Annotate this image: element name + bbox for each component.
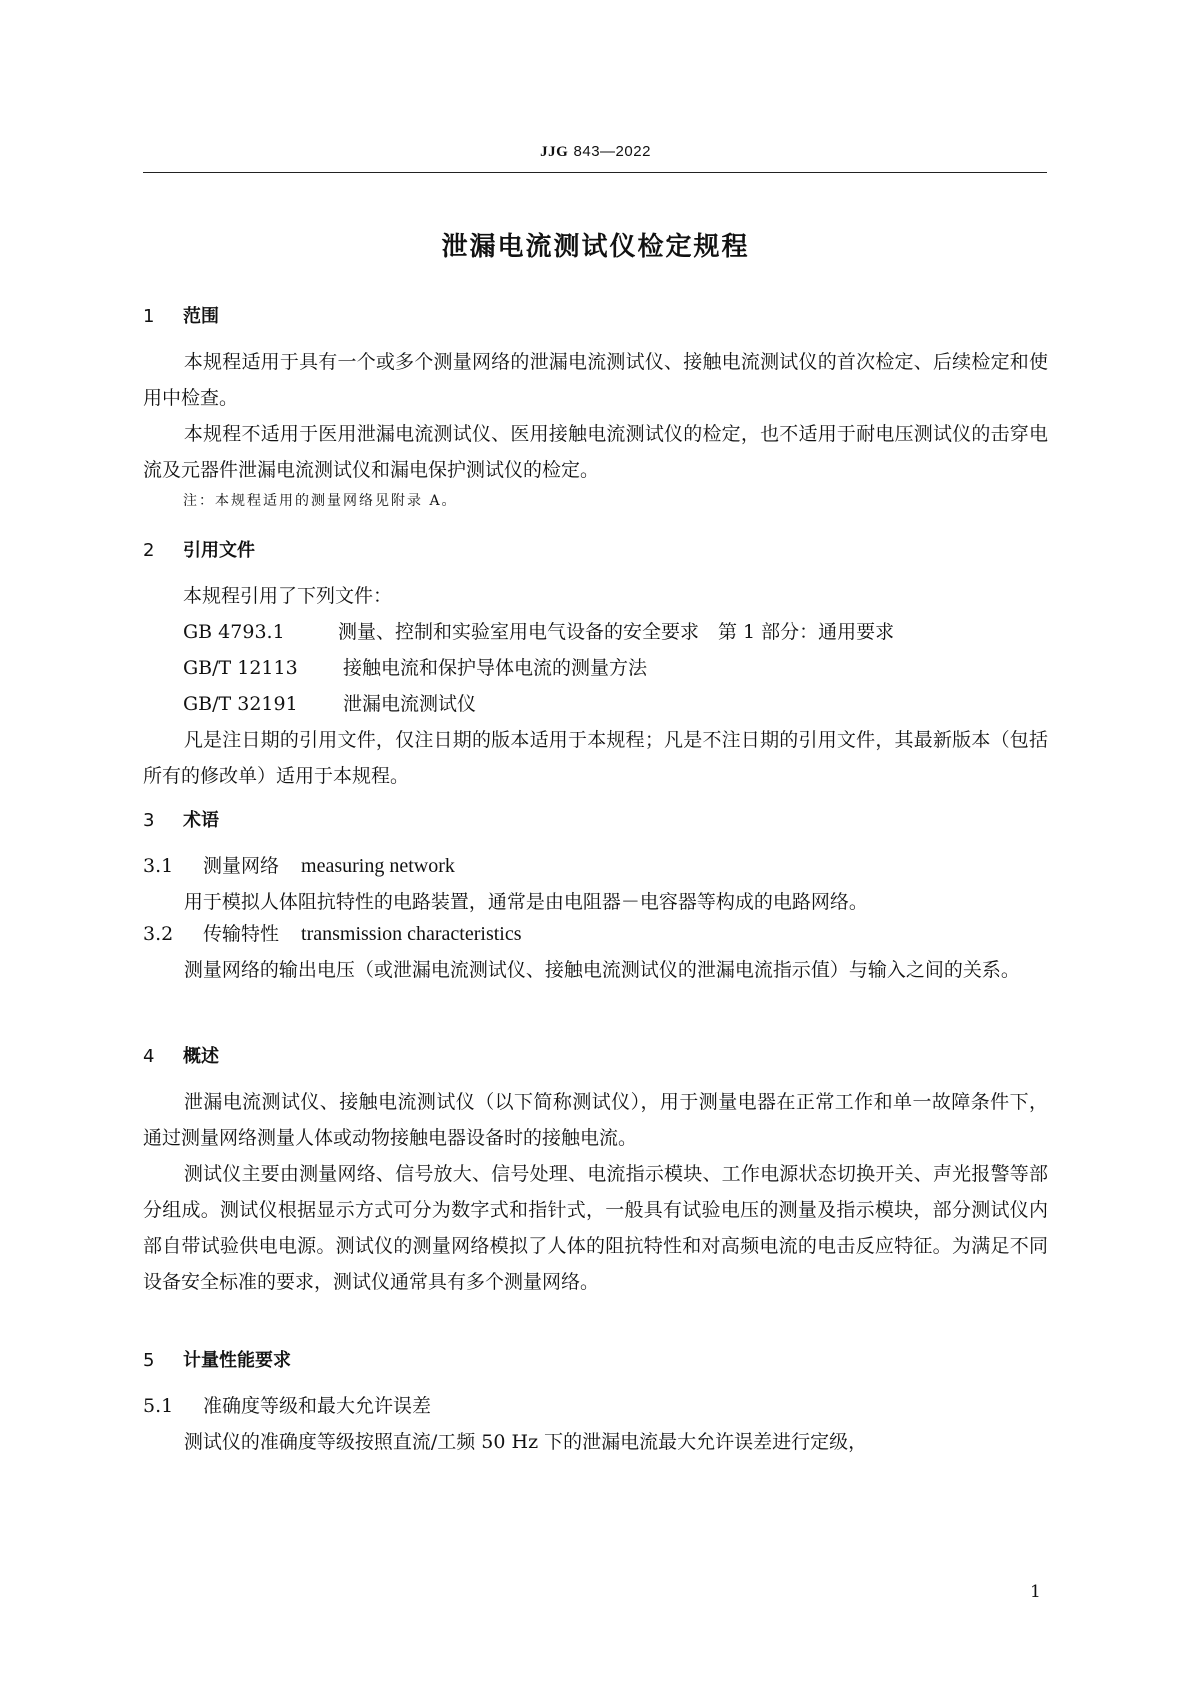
section-1-para-1: 本规程适用于具有一个或多个测量网络的泄漏电流测试仪、接触电流测试仪的首次检定、后续检定和使用中检查。 bbox=[143, 351, 1048, 409]
section-2-para: 凡是注日期的引用文件，仅注日期的版本适用于本规程；凡是不注日期的引用文件，其最新版本（包括所有的修改单）适用于本规程。 bbox=[143, 729, 1048, 787]
section-4-para-1: 泄漏电流测试仪、接触电流测试仪（以下简称测试仪），用于测量电器在正常工作和单一故障条件下，通过测量网络测量人体或动物接触电器设备时的接触电流。 bbox=[143, 1091, 1048, 1149]
section-title: 范围 bbox=[183, 306, 219, 327]
reference-item bbox=[143, 650, 1088, 686]
term-number: 3.2 bbox=[143, 923, 174, 945]
section-5-para: 测试仪的准确度等级按照直流/工频 50 Hz 下的泄漏电流最大允许误差进行定级， bbox=[183, 1431, 868, 1453]
section-number: 1 bbox=[143, 306, 155, 327]
term-number: 3.1 bbox=[143, 855, 174, 877]
reference-title: 泄漏电流测试仪 bbox=[343, 693, 477, 715]
term-3-1-definition: 用于模拟人体阻抗特性的电路装置，通常是由电阻器－电容器等构成的电路网络。 bbox=[183, 891, 868, 913]
standard-number: 843—2022 bbox=[573, 143, 651, 160]
reference-code: GB/T 12113 bbox=[183, 657, 298, 679]
term-3-1 bbox=[143, 848, 1048, 884]
term-en: measuring network bbox=[301, 855, 455, 877]
section-number: 2 bbox=[143, 540, 155, 561]
term-3-2-definition: 测量网络的输出电压（或泄漏电流测试仪、接触电流测试仪的泄漏电流指示值）与输入之间的关系。 bbox=[183, 959, 1020, 981]
section-1-para-2: 本规程不适用于医用泄漏电流测试仪、医用接触电流测试仪的检定，也不适用于耐电压测试仪的击穿电流及元器件泄漏电流测试仪和漏电保护测试仪的检定。 bbox=[143, 423, 1048, 481]
reference-title: 接触电流和保护导体电流的测量方法 bbox=[343, 657, 648, 679]
standard-code: JJG bbox=[540, 144, 569, 160]
page-number: 1 bbox=[1030, 1582, 1041, 1602]
section-title: 术语 bbox=[183, 810, 219, 831]
header-rule bbox=[143, 172, 1047, 173]
section-title: 概述 bbox=[183, 1046, 219, 1067]
term-3-2 bbox=[143, 916, 1048, 952]
section-3-heading bbox=[143, 806, 1048, 832]
section-number: 5 bbox=[143, 1350, 155, 1371]
section-1-heading bbox=[143, 302, 1048, 328]
section-4-heading bbox=[143, 1042, 1048, 1068]
term-zh: 传输特性 bbox=[203, 923, 280, 945]
section-title: 引用文件 bbox=[183, 540, 255, 561]
section-number: 3 bbox=[143, 810, 155, 831]
section-title: 计量性能要求 bbox=[183, 1350, 291, 1371]
term-en: transmission characteristics bbox=[301, 923, 522, 945]
term-zh: 测量网络 bbox=[203, 855, 280, 877]
reference-code: GB 4793.1 bbox=[183, 621, 285, 643]
running-header bbox=[0, 142, 1191, 161]
subsection-5-1 bbox=[143, 1388, 1048, 1424]
reference-item bbox=[143, 614, 1088, 650]
reference-item bbox=[143, 686, 1088, 722]
reference-code: GB/T 32191 bbox=[183, 693, 298, 715]
section-4-para-2: 测试仪主要由测量网络、信号放大、信号处理、电流指示模块、工作电源状态切换开关、声光报警等部分组成。测试仪根据显示方式可分为数字式和指针式，一般具有试验电压的测量及指示模块，部分测试仪内部自带试验供电电源。测试仪的测量网络模拟了人体的阻抗特性和对高频电流的电击反应特征。为满足不同设备安全标准的要求，测试仪通常具有多个测量网络。 bbox=[143, 1163, 1048, 1293]
section-number: 4 bbox=[143, 1046, 155, 1067]
document-title: 泄漏电流测试仪检定规程 bbox=[441, 232, 750, 262]
section-5-heading bbox=[143, 1346, 1048, 1372]
subsection-title: 准确度等级和最大允许误差 bbox=[203, 1395, 432, 1417]
subsection-number: 5.1 bbox=[143, 1395, 174, 1417]
section-2-heading bbox=[143, 536, 1048, 562]
section-1-note: 注：本规程适用的测量网络见附录 A。 bbox=[183, 493, 458, 509]
reference-title: 测量、控制和实验室用电气设备的安全要求 第 1 部分：通用要求 bbox=[338, 621, 895, 643]
section-2-intro: 本规程引用了下列文件： bbox=[183, 585, 393, 607]
